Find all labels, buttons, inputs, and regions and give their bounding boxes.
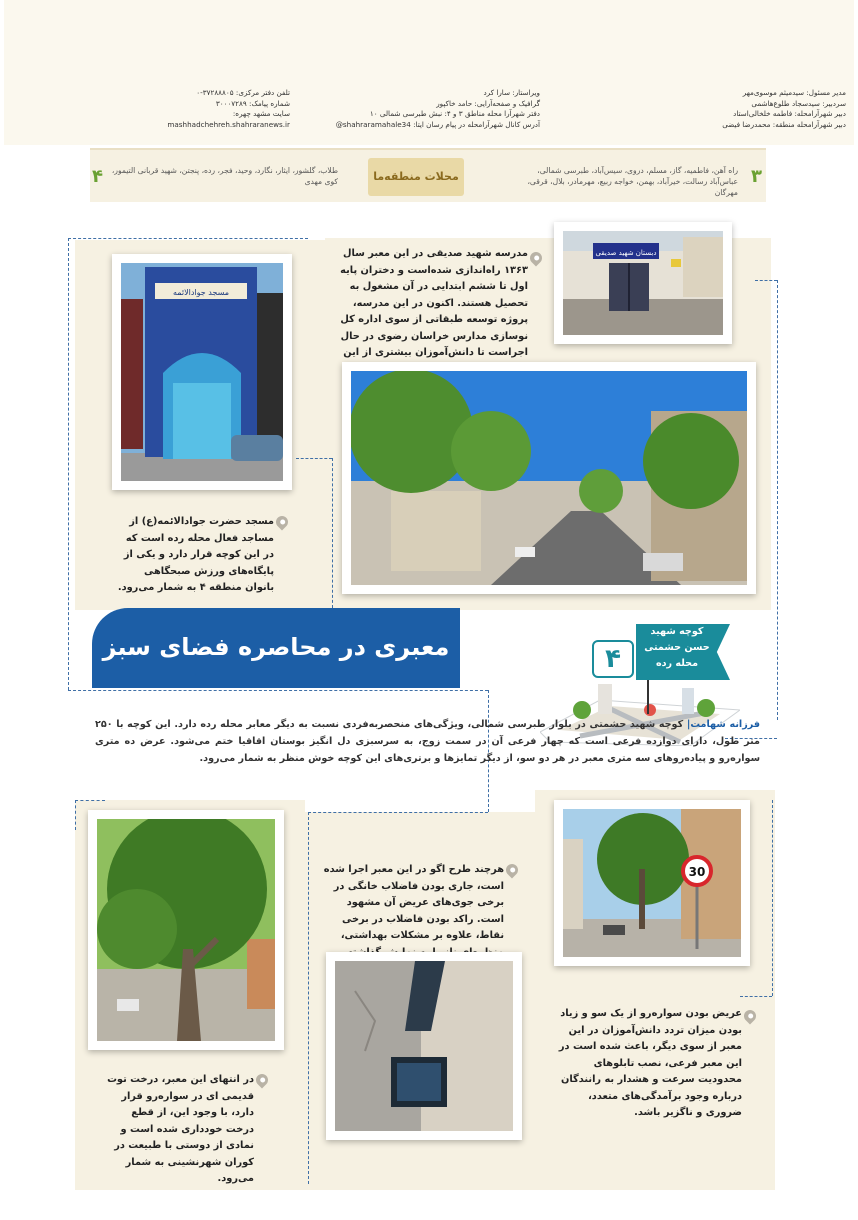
school-photo xyxy=(554,222,732,344)
school-caption: مدرسه شهید صدیقی در این معبر سال ۱۳۶۳ راه‌اندازی شده‌است و دختران پایه اول تا ششم ابتدایی در آن مشغول به تحصیل هستند. اکنون در این مدرسه، پروژه توسعه طبقاتی از سوی اداره کل نوسازی مدارس خراسان رضوی در حال اجراست تا دانش‌آموزان بیشتری از این xyxy=(340,248,528,358)
dashed-line xyxy=(740,996,772,997)
regions-list-left: طلاب، گلشور، ایثار، نگارد، وحید، فجر، رده، پنجتن، شهید قربانی التیمور، کوی مهدی xyxy=(111,166,338,186)
article-body xyxy=(95,716,760,767)
masthead-contact xyxy=(100,88,290,130)
location-label-line: حسن حشمتی xyxy=(644,642,710,653)
tree-photo xyxy=(88,810,284,1050)
school-sign-text: دبستان شهید صدیقی xyxy=(595,249,657,257)
mosque-sign-text: مسجد جوادالائمه xyxy=(172,288,230,297)
masthead-line: دفتر شهرآرا محله مناطق ۳ و ۴: نبش طبرسی شمالی ۱۰ xyxy=(369,109,540,118)
article-text: کوچه شهید حشمتی در بلوار طبرسی شمالی، ویژگی‌های منحصربه‌فردی نسبت به دیگر معابر محله رده دارد. این کوچه با ۲۵۰ متر طول، دارای دوازده فرعی است که چهار فرعی آن در سمت زوج، به سرسبزی دل انگیز بوستان اقاقیا ختم می‌شود. عرض ده متری سواره‌رو و پیاده‌روهای سه متری معبر در هر دو سو، از دیگر تمایزها و برتری‌های این کوچه خوش منظر به شمار می‌رود. xyxy=(95,719,760,764)
regions-list-right: راه آهن، فاطمیه، گاز، مسلم، دروی، سیس‌آباد، طبرسی شمالی، عباس‌آباد رسالت، خیرآباد، بهمن، خواجه ربیع، مهرمادر، بلال، قرقی، مهرگان xyxy=(527,166,738,197)
sewer-photo xyxy=(326,952,522,1140)
dashed-line xyxy=(68,690,488,691)
dashed-line xyxy=(68,238,69,690)
location-label-line: کوچه شهید xyxy=(650,626,704,637)
page-number-right: ۳ xyxy=(751,166,762,187)
location-label-line: محله رده xyxy=(655,658,699,669)
masthead-line: تلفن دفتر مرکزی: ۳۷۲۸۸۸۰۵-۰ xyxy=(196,88,290,97)
street-photo xyxy=(342,362,756,594)
masthead-line: شماره پیامک: ۳۰۰۰۷۲۸۹ xyxy=(215,98,290,108)
dashed-line xyxy=(68,238,308,239)
masthead-line: آدرس کانال شهرآرامحله در پیام رسان ایتا: shahraramahale34@ xyxy=(335,119,540,129)
dashed-line xyxy=(75,800,76,830)
speed-sign-caption: عریض بودن سواره‌رو از یک سو و زیاد بودن میزان تردد دانش‌آموزان در این معبر از سوی دیگر، باعث شده است در این معبر فرعی، نصب تابلوهای محدودیت سرعت و هشدار به رانندگان درباره وجود برآمدگی‌های متعدد، ضروری و ناگزیر باشد. xyxy=(558,1008,742,1118)
mosque-caption: مسجد حضرت جوادالائمه(ع) از مساجد فعال محله رده است که در این کوچه قرار دارد و یکی از پایگاه‌های ورزش صبحگاهی بانوان منطقه ۴ به شمار می‌رود. xyxy=(117,516,274,593)
sewer-caption: هرچند طرح اگو در این معبر اجرا شده است، جاری بودن فاضلاب خانگی در برخی جوی‌های عریض آن مشهود است. راکد بودن فاضلاب در برخی نقاط، علاوه بر مشکلات بهداشتی، xyxy=(323,864,504,941)
page-number-left: ۴ xyxy=(92,166,103,187)
masthead-line: سردبیر: سیدسجاد طلوع‌هاشمی xyxy=(751,98,846,108)
masthead-line: سایت مشهد چهره: xyxy=(232,109,290,118)
street-number-badge: ۴ xyxy=(592,640,634,678)
masthead-staff xyxy=(300,88,540,130)
masthead-line: دبیر شهرآرامحله منطقه: محمدرضا فیضی xyxy=(722,119,846,129)
masthead-line: مدیر مسئول: سیدمیثم موسوی‌مهر xyxy=(742,88,846,97)
mosque-photo xyxy=(112,254,292,490)
dashed-line xyxy=(296,458,332,459)
masthead-line: گرافیک و صفحه‌آرایی: حامد خاکپور xyxy=(436,98,540,108)
dashed-line xyxy=(75,800,105,801)
tree-caption: در انتهای این معبر، درخت توت قدیمی ای در سواره‌رو قرار دارد، با وجود این، از قطع درخت خودداری شده است و نمادی از دوستی با طبیعت در کوران شهرنشینی به شمار می‌رود. xyxy=(107,1074,254,1184)
masthead-editors xyxy=(626,88,846,130)
speed-limit-value: 30 xyxy=(688,865,706,879)
article-byline: فرزانه شهامت| xyxy=(686,719,760,730)
speed-sign-photo xyxy=(554,800,750,966)
masthead-website: mashhadchehreh.shahraranews.ir xyxy=(167,119,290,129)
page-title: معبری در محاصره فضای سبز xyxy=(102,633,450,661)
dashed-line xyxy=(332,458,333,608)
section-tab-label: محلات منطقه‌ما xyxy=(373,170,459,183)
dashed-line xyxy=(308,812,488,813)
masthead-line: ویراستار: سارا کرد xyxy=(483,88,540,97)
masthead-line: دبیر شهرآرامحله: فاطمه خلخالی‌استاد xyxy=(733,109,846,118)
location-label xyxy=(636,624,718,672)
dashed-line xyxy=(755,280,777,281)
dashed-line xyxy=(777,280,778,720)
dashed-line xyxy=(772,800,773,996)
dashed-line xyxy=(308,812,309,1184)
